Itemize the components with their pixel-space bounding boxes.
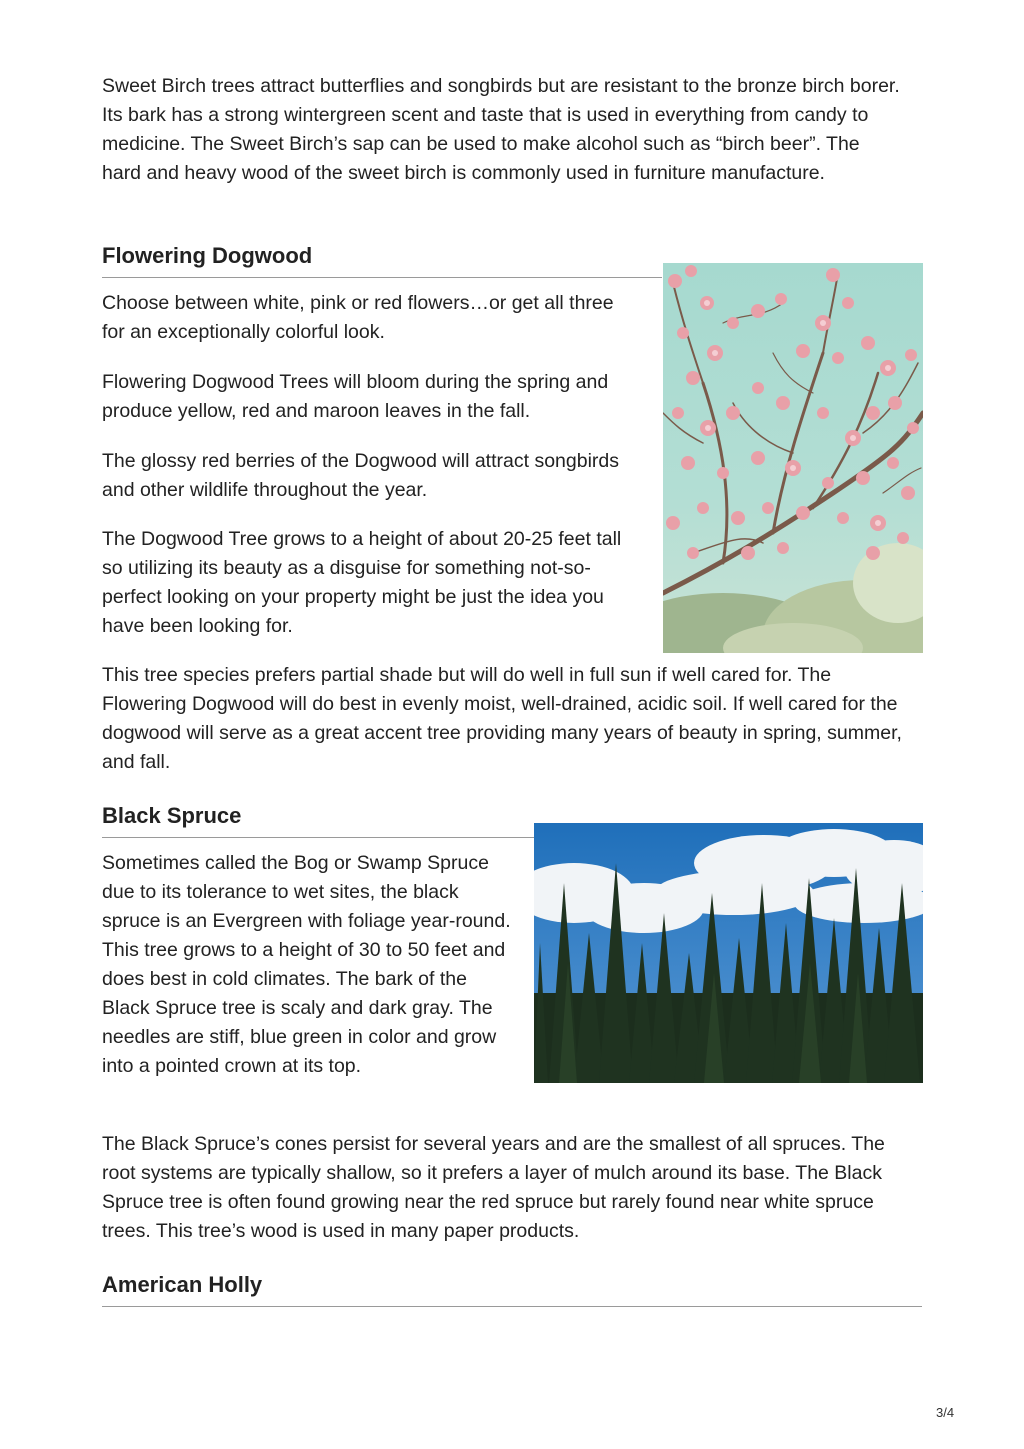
black-spruce-photo	[534, 823, 923, 1083]
section-heading-flowering-dogwood: Flowering Dogwood	[102, 243, 313, 268]
page-number: 3/4	[936, 1405, 955, 1420]
dogwood-paragraph-5: This tree species prefers partial shade but will do well in full sun if well cared for. The Flowering Dogwood will do best in evenly moist, well-drained, acidic soil. If well cared for the dogwood will serve as a great accent tree providing many years of beauty in spring, summer, and fall.	[102, 664, 902, 773]
dogwood-paragraph-4: The Dogwood Tree grows to a height of about 20-25 feet tall so utilizing its beauty as a disguise for something not-so-perfect looking on your property might be just the idea you have been looking for.	[102, 528, 622, 637]
section-divider	[102, 1306, 922, 1307]
section-divider	[102, 277, 662, 278]
spruce-paragraph-1: Sometimes called the Bog or Swamp Spruce due to its tolerance to wet sites, the black spruce is an Evergreen with foliage year-round. This tree grows to a height of 30 to 50 feet and does best in cold climates. The bark of the Black Spruce tree is scaly and dark gray. The needles are stiff, blue green in color and grow into a pointed crown at its top.	[102, 852, 511, 1077]
dogwood-paragraph-3: The glossy red berries of the Dogwood will attract songbirds and other wildlife throughout the year.	[102, 450, 619, 501]
dogwood-paragraph-1: Choose between white, pink or red flowers…or get all three for an exceptionally colorful look.	[102, 292, 614, 343]
intro-paragraph: Sweet Birch trees attract butterflies and songbirds but are resistant to the bronze birch borer. Its bark has a strong wintergreen scent and taste that is used in everything from candy to medicine. The Sweet Birch’s sap can be used to make alcohol such as “birch beer”. The hard and heavy wood of the sweet birch is commonly used in furniture manufacture.	[102, 75, 900, 184]
section-divider	[102, 837, 534, 838]
section-heading-american-holly: American Holly	[102, 1272, 263, 1297]
section-heading-black-spruce: Black Spruce	[102, 803, 242, 828]
spruce-paragraph-2: The Black Spruce’s cones persist for several years and are the smallest of all spruces. The root systems are typically shallow, so it prefers a layer of mulch around its base. The Black Spruce tree is often found growing near the red spruce but rarely found near white spruce trees. This tree’s wood is used in many paper products.	[102, 1133, 885, 1242]
dogwood-photo	[663, 263, 923, 653]
dogwood-paragraph-2: Flowering Dogwood Trees will bloom during the spring and produce yellow, red and maroon leaves in the fall.	[102, 371, 609, 422]
